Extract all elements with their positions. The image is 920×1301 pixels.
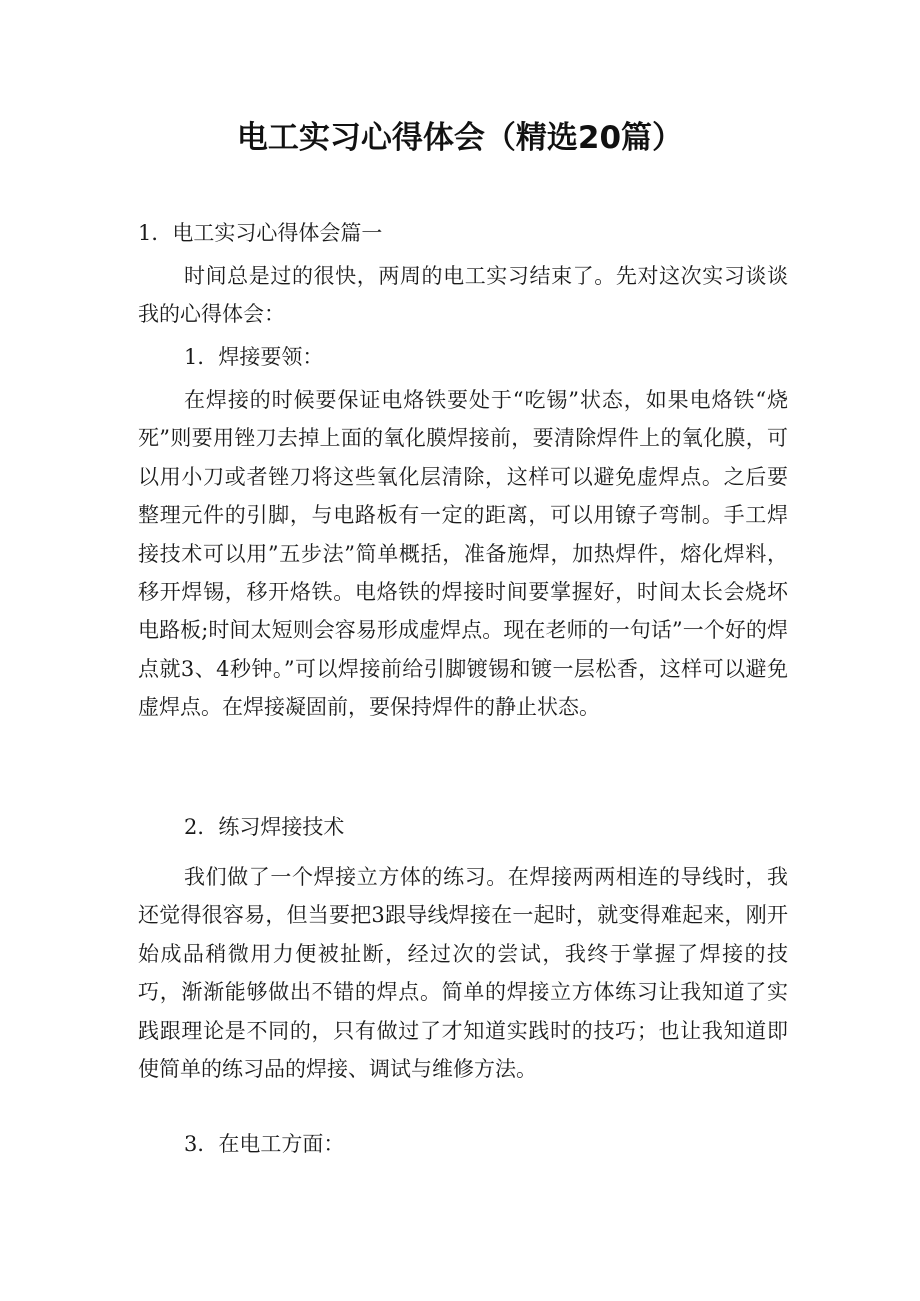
intro-block <box>138 257 788 334</box>
subsection-heading: 3．在电工方面： <box>184 1132 345 1156</box>
welding-essentials-block <box>138 381 788 727</box>
subsection-heading: 2．练习焊接技术 <box>184 815 345 839</box>
welding-practice-paragraph: 我们做了一个焊接立方体的练习。在焊接两两相连的导线时，我还觉得很容易，但当要把3跟导线焊接在一起时，就变得难起来，刚开始成品稍微用力便被扯断，经过次的尝试，我终于掌握了焊接的技巧，渐渐能够做出不错的焊点。简单的焊接立方体练习让我知道了实践跟理论是不同的，只有做过了才知道实践时的技巧；也让我知道即使简单的练习品的焊接、调试与维修方法。 <box>138 865 788 1082</box>
welding-practice-block <box>138 858 788 1088</box>
document-title: 电工实习心得体会（精选20篇） <box>236 120 684 156</box>
intro-paragraph: 时间总是过的很快，两周的电工实习结束了。先对这次实习谈谈我的心得体会： <box>138 264 788 327</box>
welding-essentials-paragraph: 在焊接的时候要保证电烙铁要处于“吃锡”状态，如果电烙铁“烧死”则要用锉刀去掉上面的氧化膜焊接前，要清除焊件上的氧化膜，可以用小刀或者锉刀将这些氧化层清除，这样可以避免虚焊点。之后要整理元件的引脚，与电路板有一定的距离，可以用镣子弯制。手工焊接技术可以用”五步法”简单概括，准备施焊，加热焊件，熔化焊料，移开焊锡，移开烙铁。电烙铁的焊接时间要掌握好，时间太长会烧坏电路板;时间太短则会容易形成虚焊点。现在老师的一句话”一个好的焊点就3、4秒钟。”可以焊接前给引脚镀锡和镀一层松香，这样可以避免虚焊点。在焊接凝固前，要保持焊件的静止状态。 <box>138 388 788 720</box>
subsection-heading: 1．焊接要领： <box>184 345 324 369</box>
section-heading: 1．电工实习心得体会篇一 <box>138 221 383 245</box>
